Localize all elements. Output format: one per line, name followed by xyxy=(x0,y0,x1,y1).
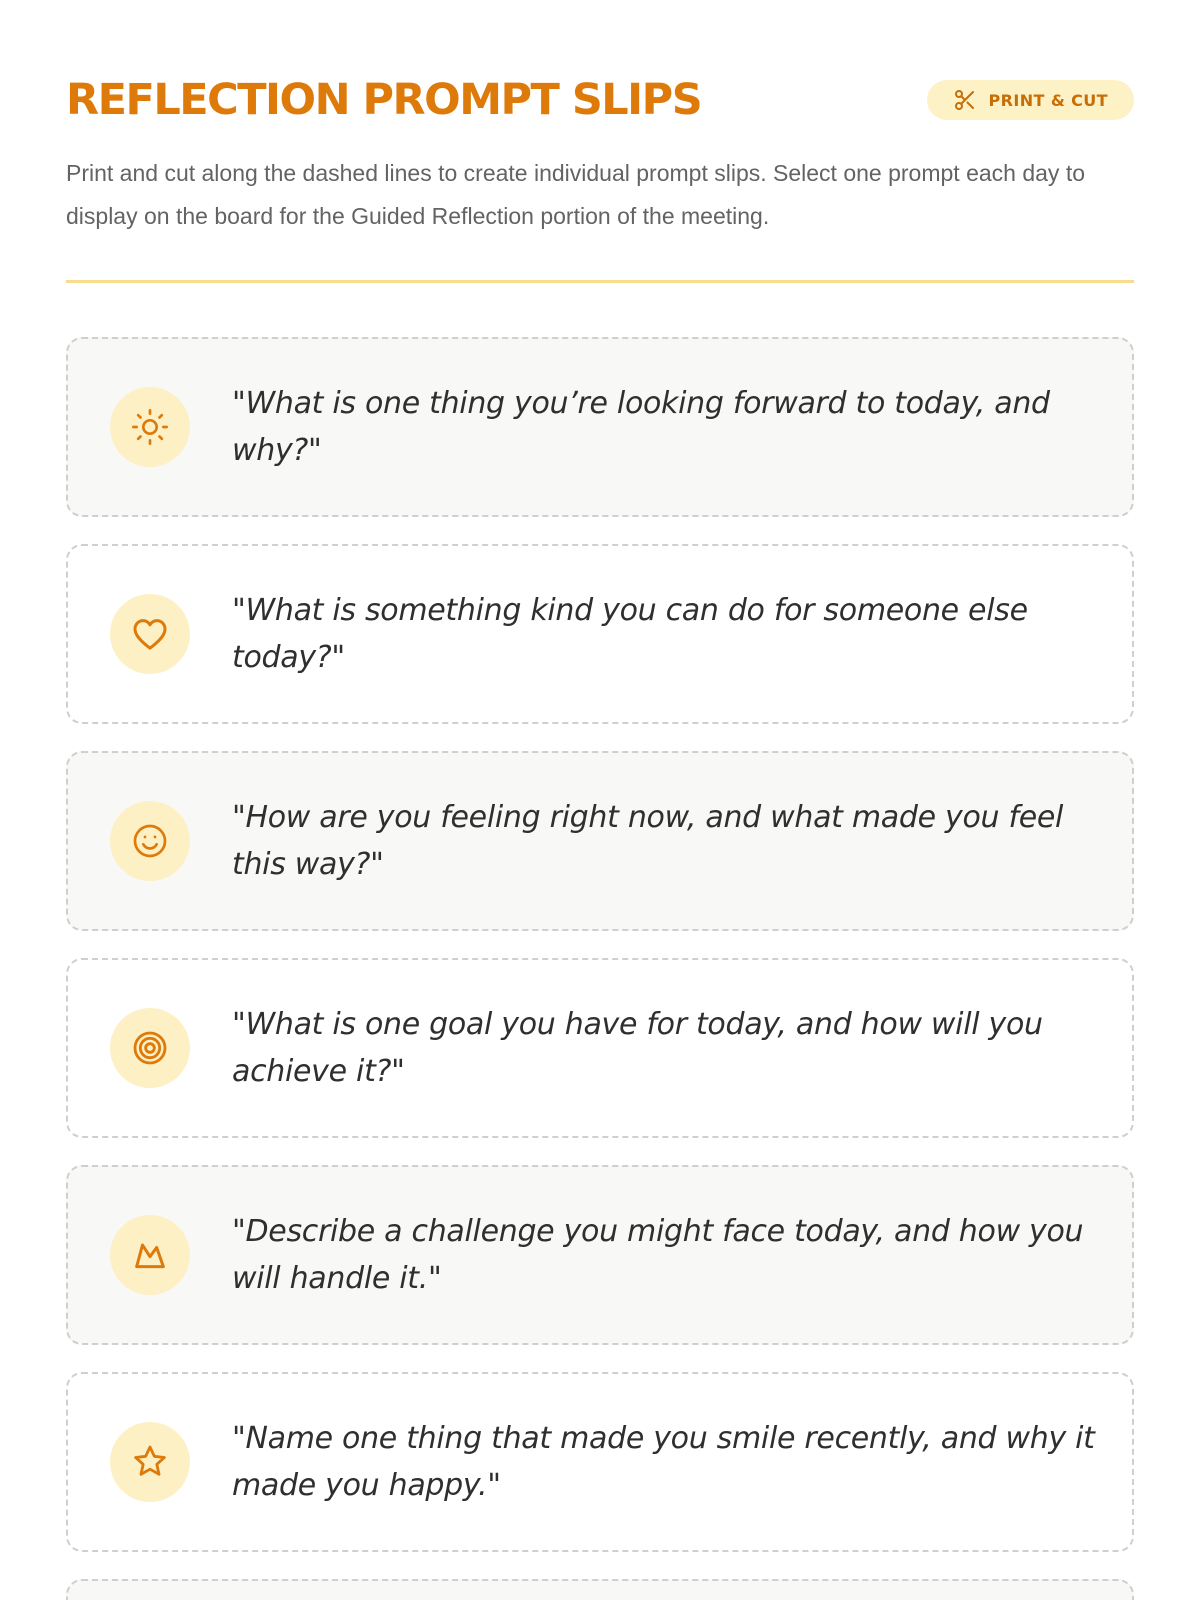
icon-circle xyxy=(110,594,190,674)
prompt-text: "What is one thing you’re looking forward to today, and why?" xyxy=(232,386,1050,468)
star-icon xyxy=(130,1442,170,1482)
prompt-slip xyxy=(66,544,1134,724)
prompt-text: "What is something kind you can do for someone else today?" xyxy=(232,593,1028,675)
target-icon xyxy=(130,1028,170,1068)
prompt-text: "Describe a challenge you might face today, and how you will handle it." xyxy=(232,1214,1084,1296)
mountain-icon xyxy=(130,1235,170,1275)
prompt-slip xyxy=(66,1165,1134,1345)
print-cut-badge xyxy=(927,80,1134,120)
header xyxy=(66,68,1134,132)
page-title: REFLECTION PROMPT SLIPS xyxy=(66,74,702,125)
prompt-slip xyxy=(66,1579,1134,1600)
slip-list xyxy=(66,337,1134,1600)
smile-icon xyxy=(130,821,170,861)
prompt-slip xyxy=(66,1372,1134,1552)
heart-icon xyxy=(130,614,170,654)
prompt-slip xyxy=(66,337,1134,517)
divider xyxy=(66,280,1134,283)
icon-circle xyxy=(110,1008,190,1088)
icon-circle xyxy=(110,801,190,881)
scissors-icon xyxy=(953,88,977,112)
icon-circle xyxy=(110,387,190,467)
icon-circle xyxy=(110,1422,190,1502)
prompt-text: "What is one goal you have for today, and how will you achieve it?" xyxy=(232,1007,1043,1089)
intro-text: Print and cut along the dashed lines to create individual prompt slips. Select one prompt each day to display on the board for the Guided Reflection portion of the meeting. xyxy=(66,160,1085,229)
prompt-text: "How are you feeling right now, and what made you feel this way?" xyxy=(232,800,1064,882)
prompt-slip xyxy=(66,751,1134,931)
badge-label: PRINT & CUT xyxy=(988,90,1108,110)
sun-icon xyxy=(130,407,170,447)
prompt-text: "Name one thing that made you smile recently, and why it made you happy." xyxy=(232,1421,1095,1503)
icon-circle xyxy=(110,1215,190,1295)
prompt-slip xyxy=(66,958,1134,1138)
